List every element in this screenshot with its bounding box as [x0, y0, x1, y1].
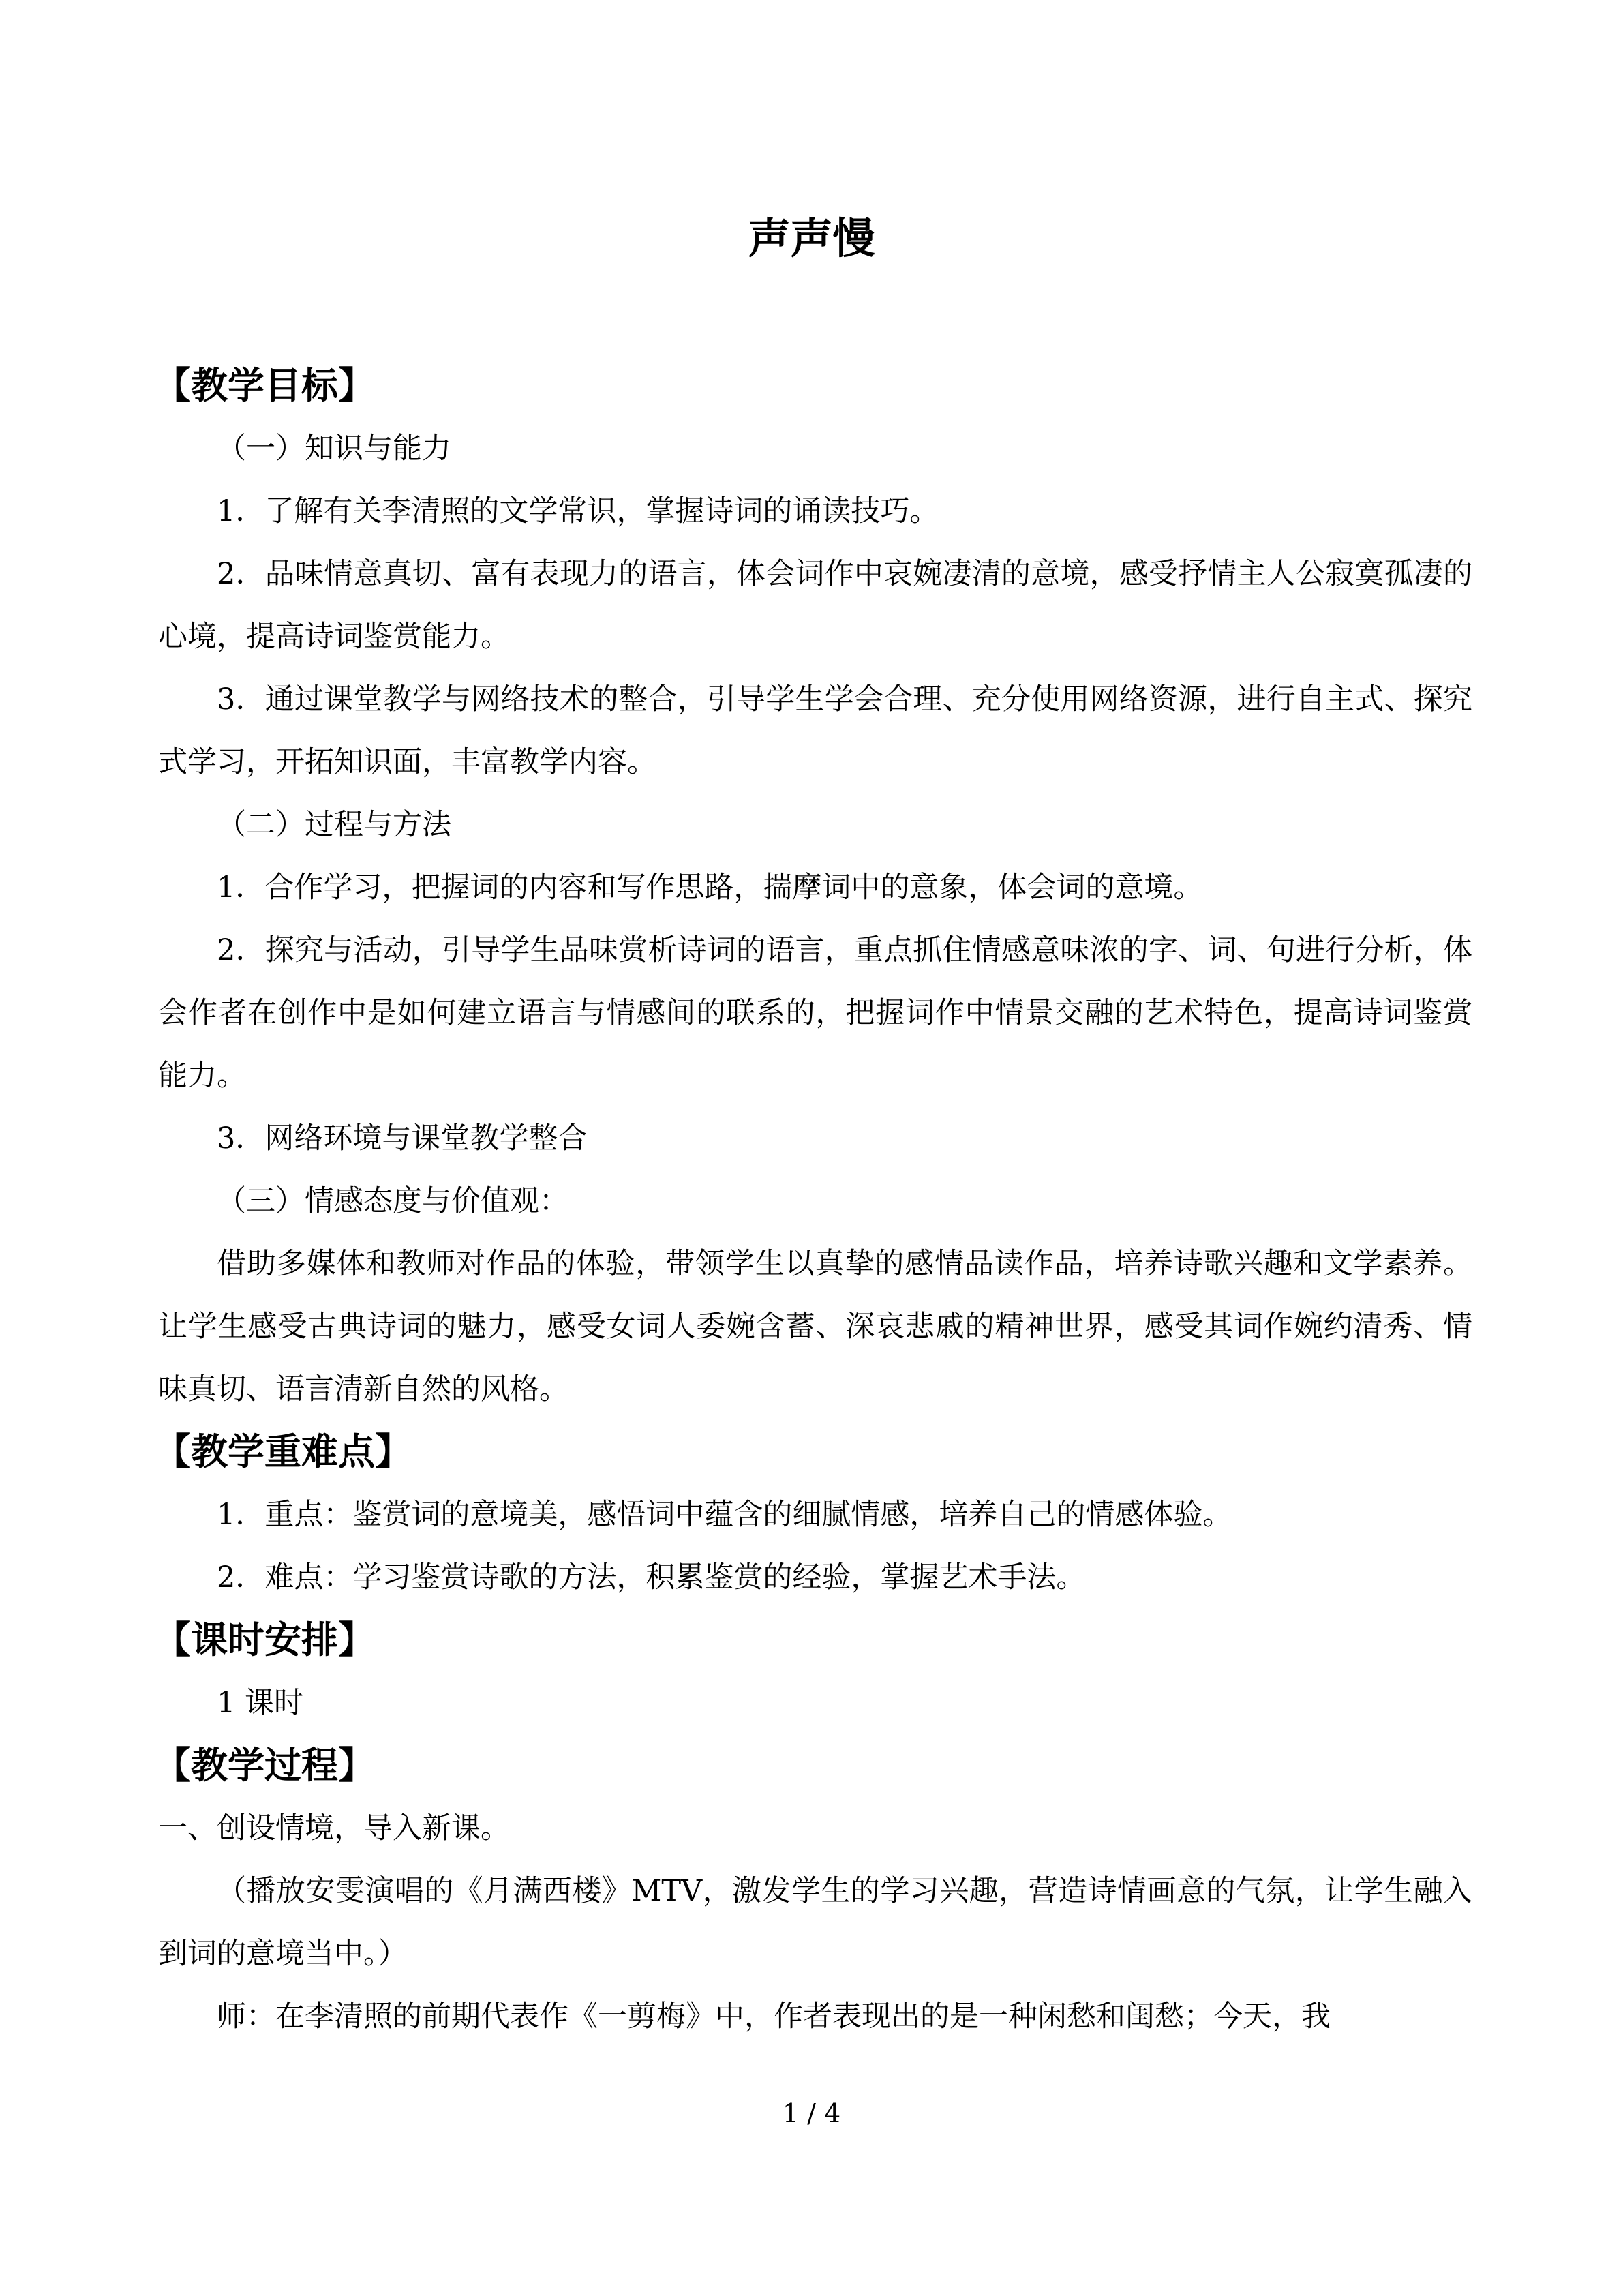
section-heading-objectives: 【教学目标】 [154, 364, 375, 407]
subsection-emotion-values: （三）情感态度与价值观： [217, 1184, 568, 1218]
key-point-item: 1．重点：鉴赏词的意境美，感悟词中蕴含的细腻情感，培养自己的情感体验。 [217, 1498, 1232, 1532]
objective-item: 1．合作学习，把握词的内容和写作思路，揣摩词中的意象，体会词的意境。 [217, 871, 1203, 905]
objective-item: 2．探究与活动，引导学生品味赏析诗词的语言，重点抓住情感意味浓的字、词、句进行分析，体会作者在创作中是如何建立语言与情感间的联系的，把握词作中情景交融的艺术特色，提高诗词鉴赏能力。 [158, 933, 1472, 1093]
objective-item: 2．品味情意真切、富有表现力的语言，体会词作中哀婉凄清的意境，感受抒情主人公寂寞孤凄的心境，提高诗词鉴赏能力。 [158, 557, 1472, 654]
section-heading-process: 【教学过程】 [154, 1744, 375, 1787]
process-paragraph: 师：在李清照的前期代表作《一剪梅》中，作者表现出的是一种闲愁和闺愁；今天，我 [217, 1999, 1331, 2034]
process-paragraph: （播放安雯演唱的《月满西楼》MTV，激发学生的学习兴趣，营造诗情画意的气氛，让学生融入到词的意境当中。） [158, 1874, 1472, 1971]
process-step-title: 一、创设情境，导入新课。 [158, 1811, 510, 1845]
document-title: 声声慢 [748, 213, 875, 263]
subsection-process-method: （二）过程与方法 [217, 808, 451, 842]
schedule-item: 1 课时 [217, 1686, 304, 1720]
subsection-knowledge-ability: （一）知识与能力 [217, 432, 451, 466]
objective-item: 3．网络环境与课堂教学整合 [217, 1121, 588, 1155]
section-heading-schedule: 【课时安排】 [154, 1618, 375, 1661]
objective-item: 3．通过课堂教学与网络技术的整合，引导学生学会合理、充分使用网络资源，进行自主式、探究式学习，开拓知识面，丰富教学内容。 [158, 682, 1472, 779]
key-point-item: 2．难点：学习鉴赏诗歌的方法，积累鉴赏的经验，掌握艺术手法。 [217, 1560, 1086, 1595]
section-heading-key-points: 【教学重难点】 [154, 1430, 412, 1473]
objective-item: 1．了解有关李清照的文学常识，掌握诗词的诵读技巧。 [217, 494, 939, 528]
objective-item: 借助多媒体和教师对作品的体验，带领学生以真挚的感情品读作品，培养诗歌兴趣和文学素养。让学生感受古典诗词的魅力，感受女词人委婉含蓄、深哀悲戚的精神世界，感受其词作婉约清秀、情味真切、语言清新自然的风格。 [158, 1247, 1472, 1406]
document-body [154, 354, 1472, 2048]
page-indicator: 1 / 4 [782, 2098, 841, 2128]
